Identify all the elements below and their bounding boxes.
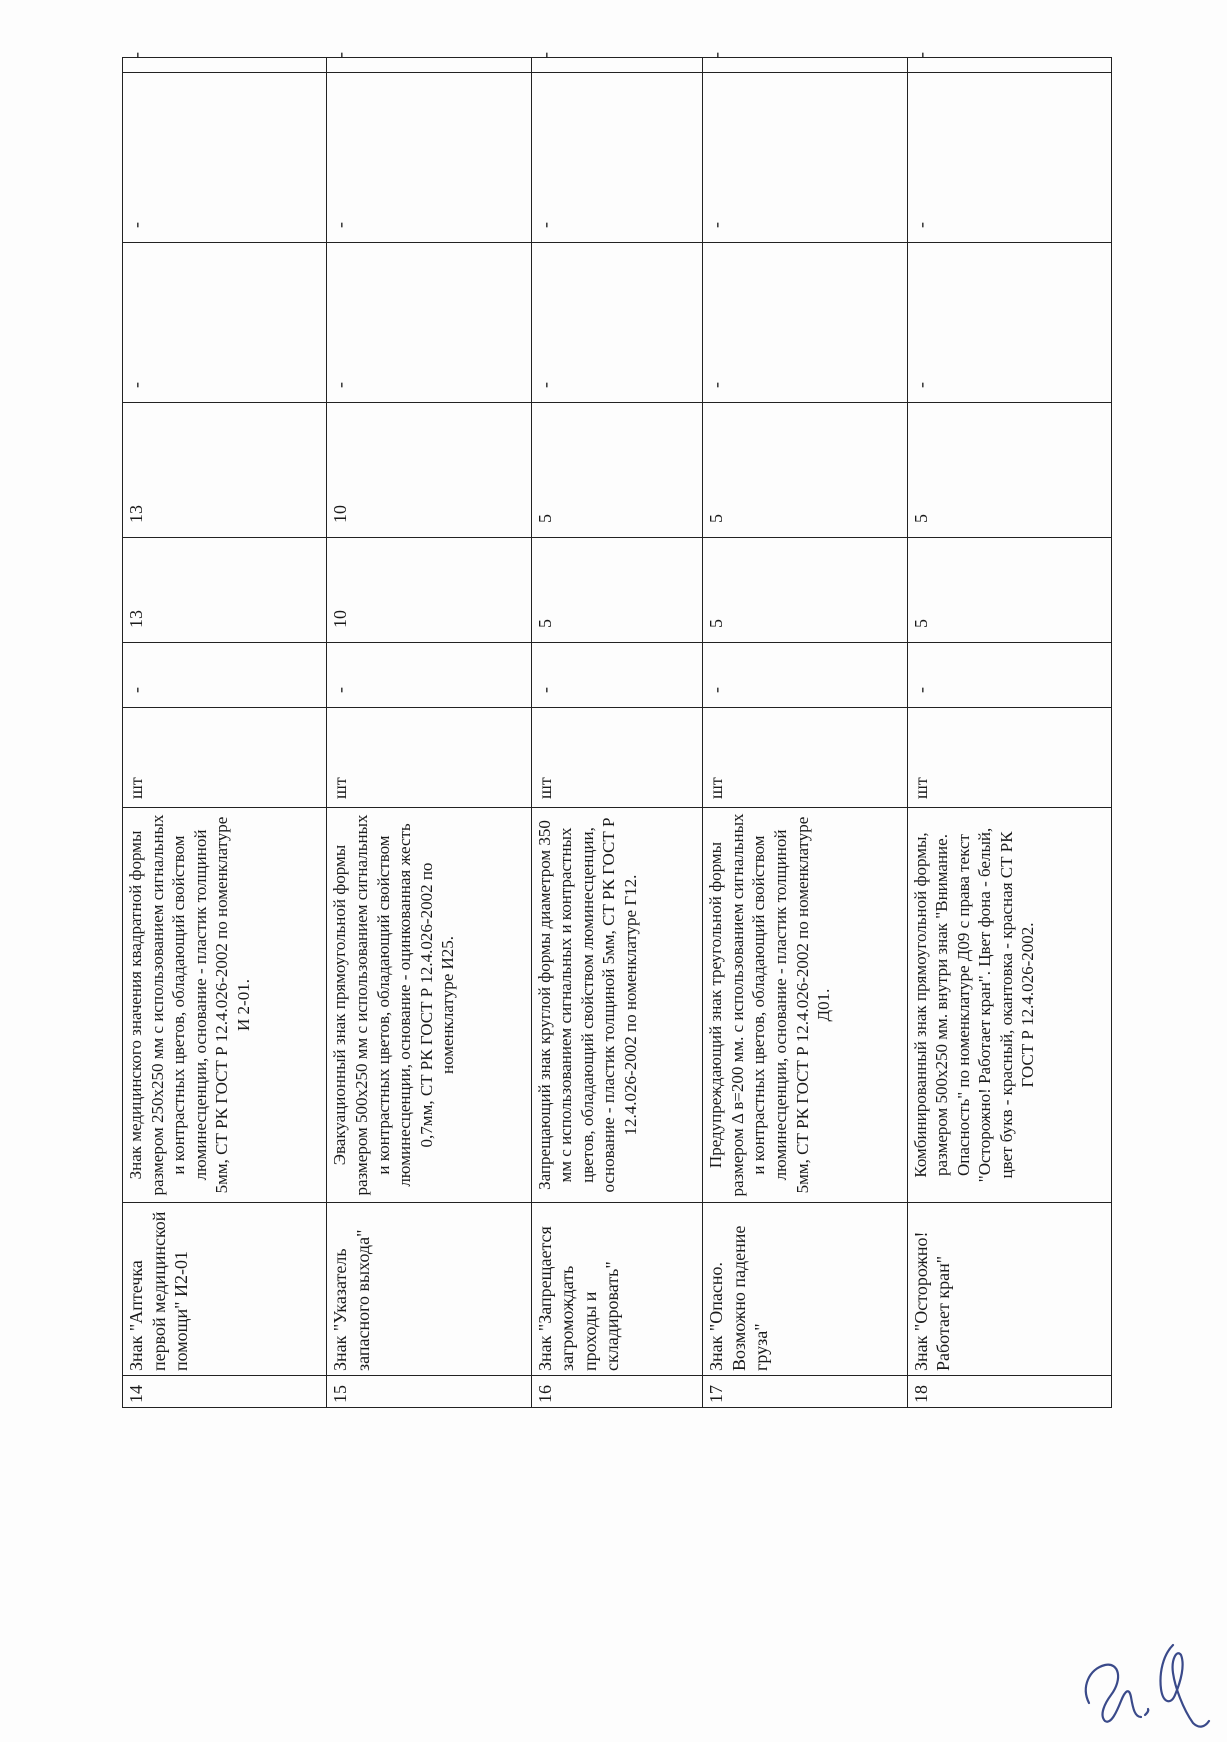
item-unit: шт xyxy=(327,708,531,808)
col-2-value: 10 xyxy=(327,538,531,643)
col-6-value: - xyxy=(907,58,1111,73)
row-number: 16 xyxy=(531,1376,703,1408)
col-1-value: - xyxy=(123,643,327,708)
item-unit: шт xyxy=(123,708,327,808)
item-name: Знак "Указатель запасного выхода" xyxy=(327,1203,531,1376)
col-1-value: - xyxy=(703,643,907,708)
item-description: Эвакуационный знак прямоугольной формы размером 500х250 мм с использованием сигнальных и контрастных цветов, обладающий свойством люминесценции, основание - оцинкованная жесть 0,7мм, СТ РК ГОСТ Р 12.4.026-2002 по номенклатуре И25. xyxy=(327,808,531,1203)
col-4-value: - xyxy=(907,243,1111,403)
item-description: Предупреждающий знак треугольной формы размером Δ в=200 мм. с использованием сигнальных и контрастных цветов, обладающий свойством люминесценции, основание - пластик толщиной 5мм, СТ РК ГОСТ Р 12.4.026-2002 по номенклатуре Д01. xyxy=(703,808,907,1203)
table-body xyxy=(123,52,1112,1408)
col-6-value: - xyxy=(123,58,327,73)
row-number: 17 xyxy=(703,1376,907,1408)
col-3-value: 13 xyxy=(123,403,327,538)
col-1-value: - xyxy=(531,643,703,708)
col-5-value: - xyxy=(123,73,327,243)
col-2-value: 5 xyxy=(907,538,1111,643)
col-6-value: - xyxy=(531,58,703,73)
col-6-value: - xyxy=(703,58,907,73)
col-3-value: 5 xyxy=(531,403,703,538)
col-2-value: 13 xyxy=(123,538,327,643)
col-5-value: - xyxy=(703,73,907,243)
table-row xyxy=(703,58,907,1408)
item-name: Знак "Запрещается загромождать проходы и складировать" xyxy=(531,1203,703,1376)
col-4-value: - xyxy=(327,243,531,403)
item-unit: шт xyxy=(531,708,703,808)
table-row xyxy=(907,58,1111,1408)
table-row xyxy=(123,58,327,1408)
items-table xyxy=(122,52,1112,1408)
col-3-value: 5 xyxy=(703,403,907,538)
col-5-value: - xyxy=(531,73,703,243)
handwritten-signature-icon xyxy=(1075,1625,1215,1730)
item-name: Знак "Опасно. Возможно падение груза" xyxy=(703,1203,907,1376)
col-1-value: - xyxy=(907,643,1111,708)
table-row xyxy=(531,58,703,1408)
item-name: Знак "Аптечка первой медицинской помощи" И2-01 xyxy=(123,1203,327,1376)
col-6-value: - xyxy=(327,58,531,73)
col-3-value: 5 xyxy=(907,403,1111,538)
col-2-value: 5 xyxy=(703,538,907,643)
item-name: Знак "Осторожно! Работает кран" xyxy=(907,1203,1111,1376)
col-2-value: 5 xyxy=(531,538,703,643)
col-3-value: 10 xyxy=(327,403,531,538)
col-1-value: - xyxy=(327,643,531,708)
col-5-value: - xyxy=(327,73,531,243)
col-4-value: - xyxy=(703,243,907,403)
rotated-table-container xyxy=(122,52,1112,1408)
item-description: Запрещающий знак круглой формы диаметром 350 мм с использованием сигнальных и контрастных цветов, обладающий свойством люминесценции, основание - пластик толщиной 5мм, СТ РК ГОСТ Р 12.4.026-2002 по номенклатуре Г12. xyxy=(531,808,703,1203)
item-unit: шт xyxy=(907,708,1111,808)
item-description: Комбинированный знак прямоугольной формы, размером 500х250 мм. внутри знак "Внимание. Опасность" по номенклатуре Д09 с права текст "Осторожно! Работает кран". Цвет фона - белый, цвет букв - красный, окантовка - красная СТ РК ГОСТ Р 12.4.026-2002. xyxy=(907,808,1111,1203)
col-4-value: - xyxy=(531,243,703,403)
col-5-value: - xyxy=(907,73,1111,243)
col-4-value: - xyxy=(123,243,327,403)
row-number: 14 xyxy=(123,1376,327,1408)
row-number: 15 xyxy=(327,1376,531,1408)
table-row xyxy=(327,58,531,1408)
item-unit: шт xyxy=(703,708,907,808)
item-description: Знак медицинского значения квадратной формы размером 250х250 мм с использованием сигнальных и контрастных цветов, обладающий свойством люминесценции, основание - пластик толщиной 5мм, СТ РК ГОСТ Р 12.4.026-2002 по номенклатуре И 2-01. xyxy=(123,808,327,1203)
row-number: 18 xyxy=(907,1376,1111,1408)
